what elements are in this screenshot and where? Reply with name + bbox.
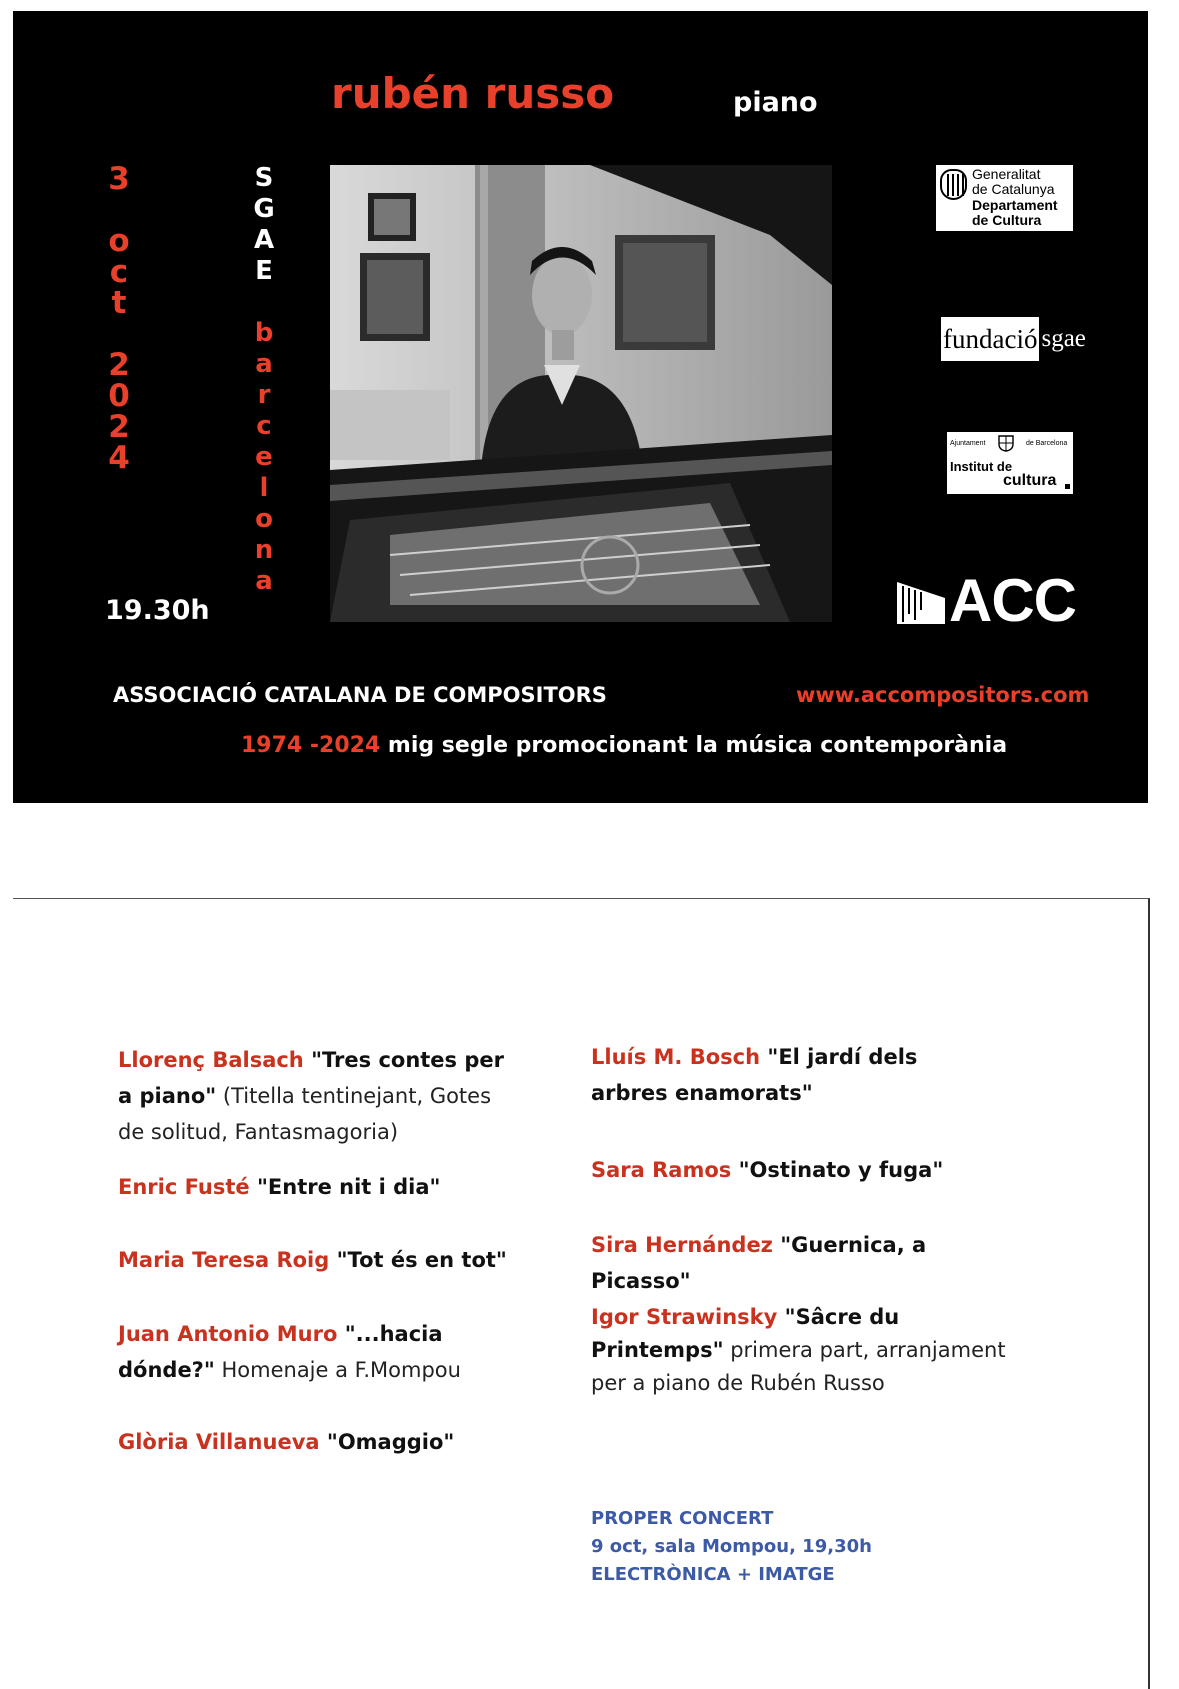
fundacio-sgae-logo: fundació sgae	[941, 317, 1088, 361]
program-item	[591, 1152, 1021, 1188]
program-item	[118, 1042, 508, 1150]
work-title: "Guernica, a Picasso"	[591, 1233, 927, 1293]
venue-char: A	[253, 225, 275, 255]
city-char: n	[254, 535, 274, 565]
motto-years: 1974 -2024	[241, 733, 381, 758]
program-item	[591, 1301, 1011, 1400]
artist-name: rubén russo	[331, 69, 615, 118]
association-name: ASSOCIACIÓ CATALANA DE COMPOSITORS	[113, 683, 607, 707]
composer-name: Lluís M. Bosch	[591, 1045, 761, 1069]
composer-name: Sira Hernández	[591, 1233, 773, 1257]
work-title: "Omaggio"	[319, 1430, 455, 1454]
city-char: a	[255, 349, 273, 379]
city-char: o	[255, 504, 273, 534]
date-char: 4	[108, 440, 130, 476]
generalitat-seal-icon	[940, 169, 967, 200]
program-item	[591, 1039, 981, 1111]
work-title: "El jardí dels arbres enamorats"	[591, 1045, 918, 1105]
work-title: "Entre nit i dia"	[249, 1175, 441, 1199]
pianist-photo-illustration	[330, 165, 832, 622]
program-item	[118, 1169, 538, 1205]
motto-text: mig segle promocionant la música contemporània	[380, 733, 1008, 758]
work-title: "...hacia dónde?"	[118, 1322, 443, 1382]
work-details: primera part, arranjament per a piano de Rubén Russo	[591, 1338, 1006, 1395]
work-details: Homenaje a F.Mompou	[214, 1358, 461, 1382]
work-title: "Sâcre du Printemps"	[591, 1305, 900, 1362]
acc-emblem-icon	[897, 574, 945, 624]
next-concert-what: ELECTRÒNICA + IMATGE	[591, 1564, 835, 1585]
city-char: r	[257, 380, 271, 410]
program-item	[591, 1227, 1021, 1299]
work-title: "Tres contes per a piano"	[118, 1048, 504, 1108]
work-details: (Titella tentinejant, Gotes de solitud, Fantasmagoria)	[118, 1084, 492, 1144]
program-item	[118, 1424, 538, 1460]
venue-char: S	[254, 163, 274, 193]
date-char: 0	[108, 378, 130, 414]
concert-poster	[13, 11, 1148, 803]
date-char: o	[108, 223, 130, 259]
program-item	[118, 1316, 493, 1388]
pianist-photo	[330, 165, 832, 622]
next-concert-title: PROPER CONCERT	[591, 1508, 774, 1529]
composer-name: Enric Fusté	[118, 1175, 250, 1199]
city-char: c	[256, 411, 272, 441]
instrument-label: piano	[733, 87, 818, 118]
concert-program	[13, 898, 1150, 1689]
composer-name: Glòria Villanueva	[118, 1430, 320, 1454]
date-char: c	[109, 254, 129, 290]
next-concert	[591, 1505, 872, 1589]
composer-name: Maria Teresa Roig	[118, 1248, 330, 1272]
date-char: t	[111, 285, 127, 321]
work-title: "Tot és en tot"	[329, 1248, 507, 1272]
venue-char: G	[253, 194, 275, 224]
date-char: 2	[108, 409, 130, 445]
city-char: l	[259, 473, 269, 503]
composer-name: Juan Antonio Muro	[118, 1322, 338, 1346]
acc-logo: ACC	[897, 570, 1073, 632]
anniversary-motto	[241, 733, 1007, 758]
generalitat-logo: Generalitat de Catalunya Departament de Cultura	[936, 165, 1073, 231]
composer-name: Llorenç Balsach	[118, 1048, 304, 1072]
city-char: a	[255, 566, 273, 596]
city-char: e	[255, 442, 273, 472]
institut-cultura-logo: Ajuntament de Barcelona Institut de cultura	[947, 432, 1073, 494]
composer-name: Sara Ramos	[591, 1158, 732, 1182]
concert-time: 19.30h	[105, 595, 210, 626]
composer-name: Igor Strawinsky	[591, 1305, 778, 1329]
website-link[interactable]: www.accompositors.com	[796, 683, 1090, 707]
date-char: 3	[108, 161, 130, 197]
venue-vertical	[247, 163, 281, 597]
barcelona-shield-icon	[997, 434, 1015, 452]
program-item	[118, 1242, 538, 1278]
date-char: 2	[108, 347, 130, 383]
city-char: b	[254, 318, 274, 348]
work-title: "Ostinato y fuga"	[731, 1158, 944, 1182]
concert-date-vertical	[99, 161, 139, 476]
next-concert-when: 9 oct, sala Mompou, 19,30h	[591, 1536, 872, 1557]
venue-char: E	[255, 256, 273, 286]
